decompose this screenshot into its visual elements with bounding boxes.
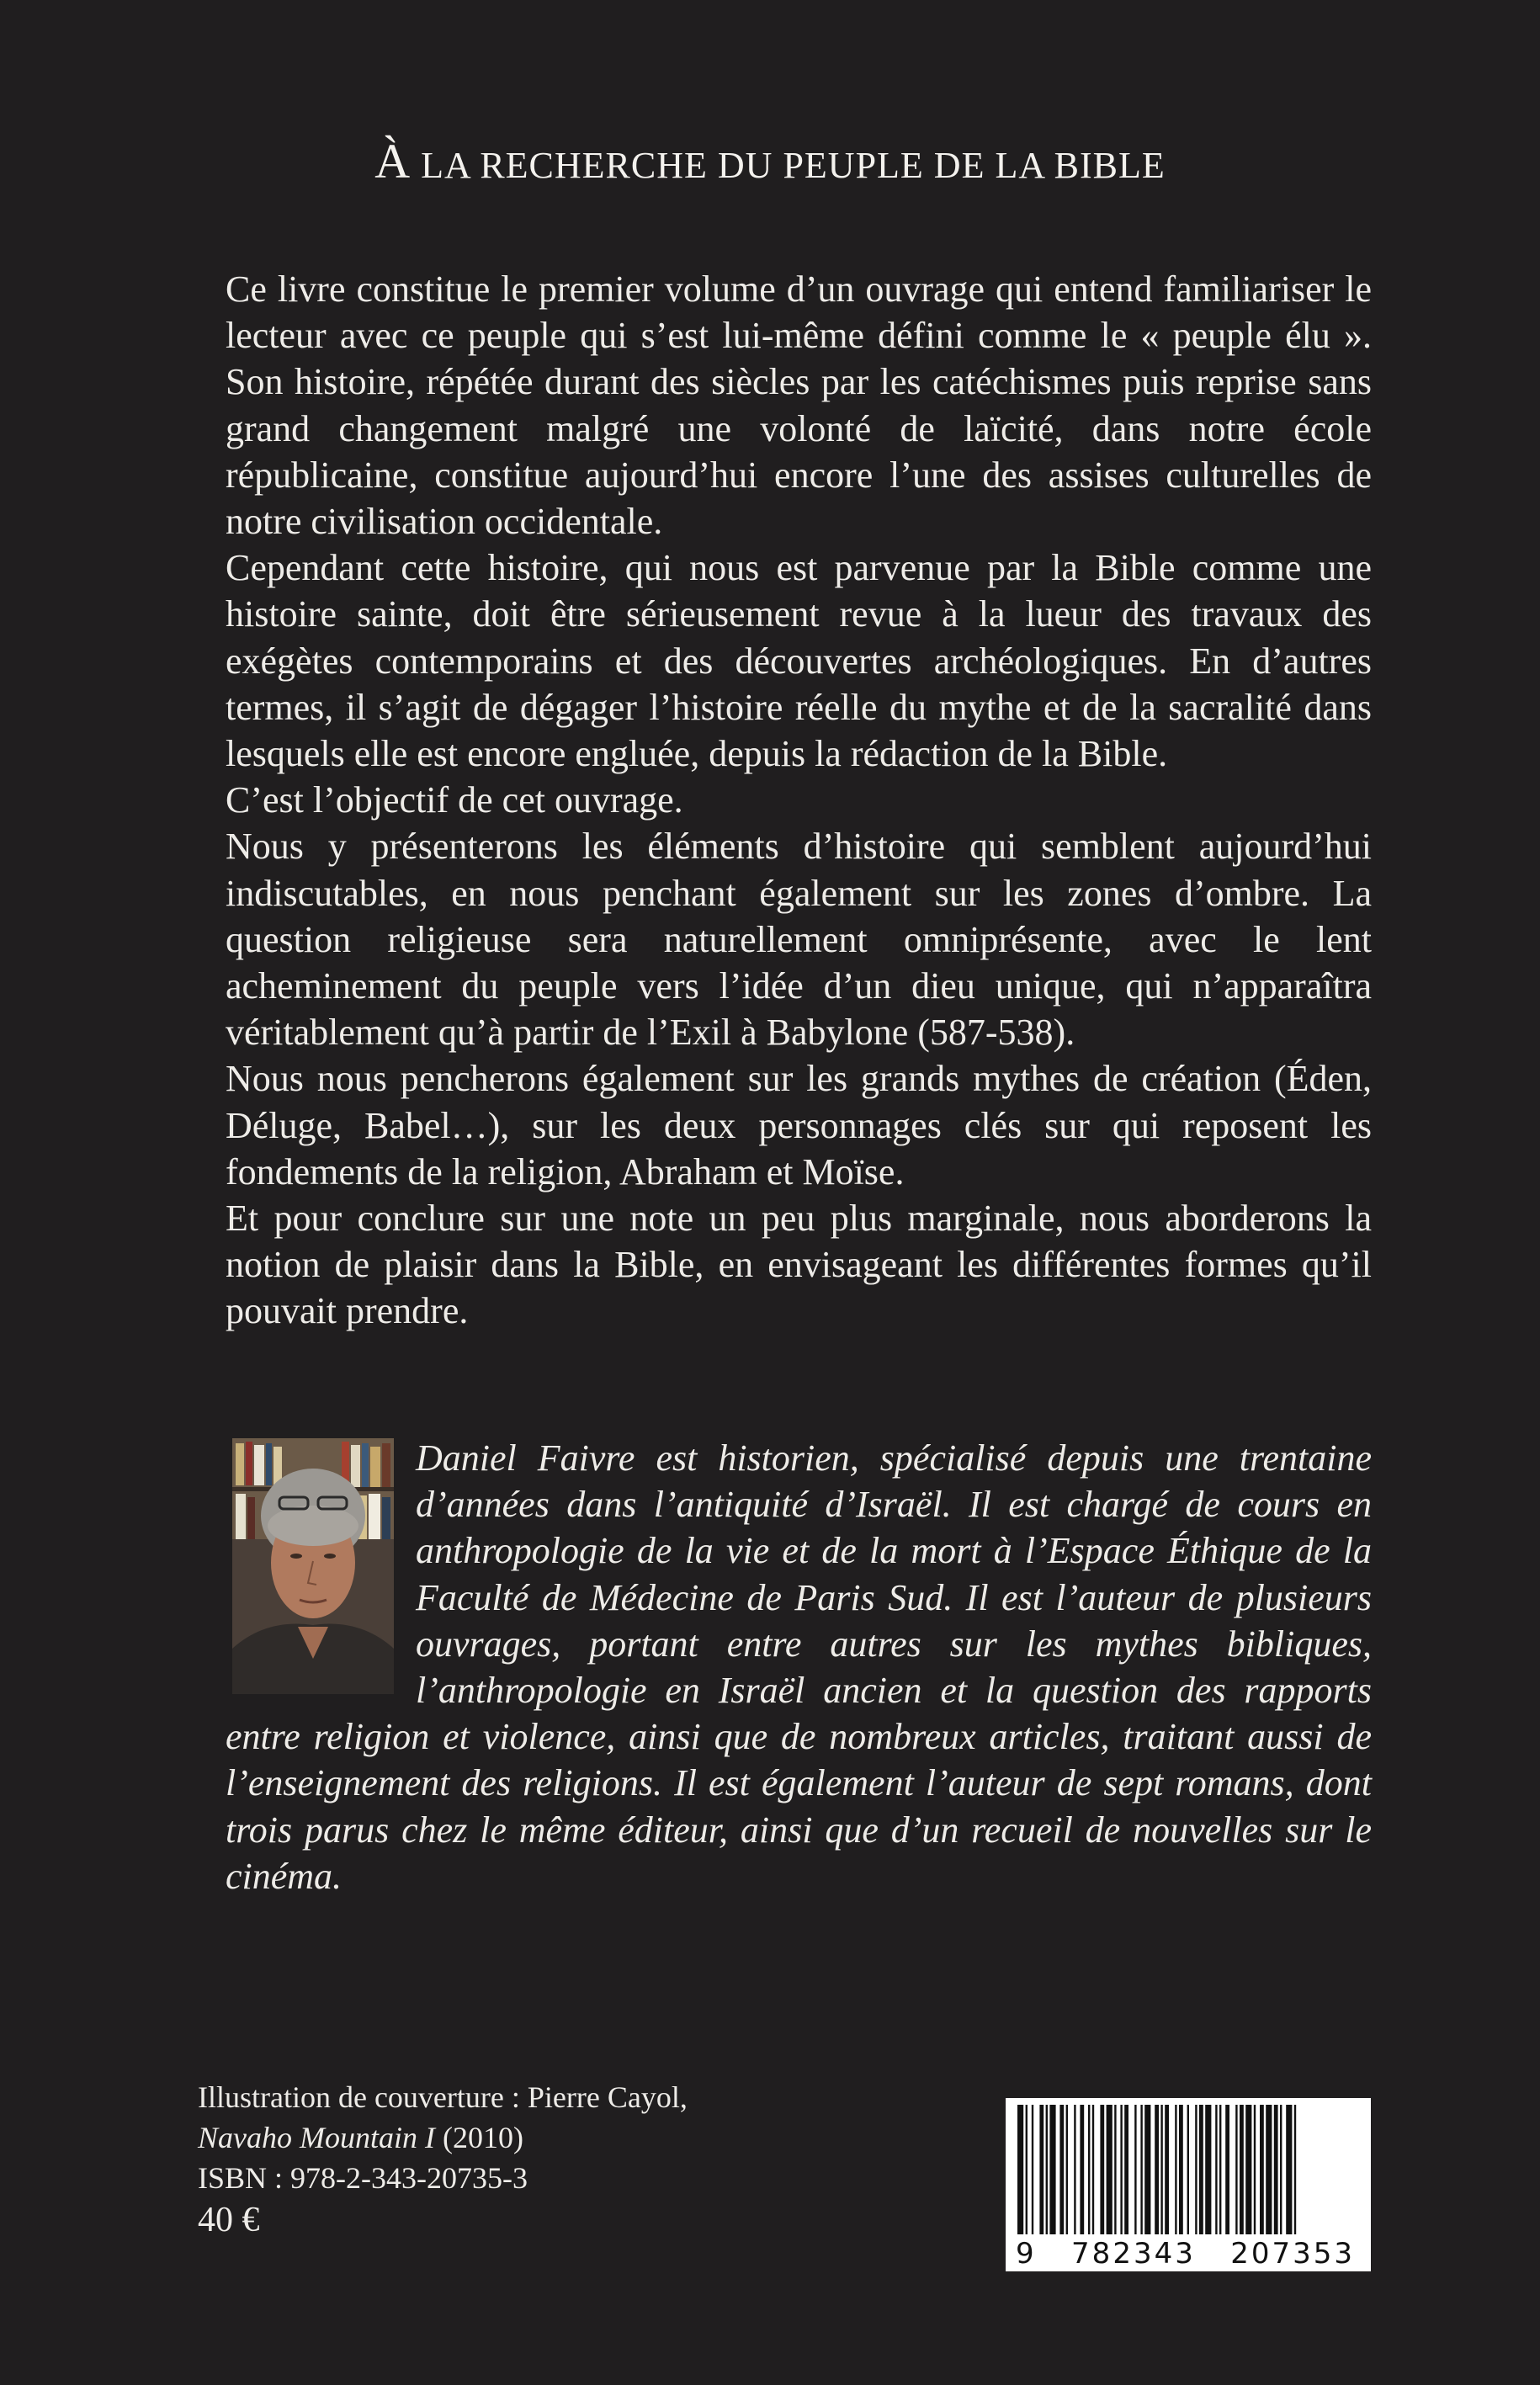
barcode-bar xyxy=(1199,2105,1203,2234)
artwork-year: (2010) xyxy=(442,2121,523,2154)
book-title xyxy=(0,133,1540,189)
barcode-bar xyxy=(1046,2105,1048,2234)
barcode-bar xyxy=(1240,2105,1244,2234)
barcode-bar xyxy=(1219,2105,1221,2234)
author-bio: Daniel Faivre est historien, spécialisé depuis une trentaine d’années dans l’antiquité d’Israël. Il est chargé de cours en anthropologie de la vie et de la mort à l’Espace Éthique de la Faculté de Médecine de Paris Sud. Il est l’auteur de plusieurs ouvrages, portant entre autres sur les mythes bibliques, l’anthropologie en Israël ancien et la question des rapports entre religion et violence, ainsi que de nombreux articles, traitant aussi de l’enseignement des religions. Il est également l’auteur de sept romans, dont trois parus chez le même éditeur, ainsi que d’un recueil de nouvelles sur le cinéma. xyxy=(226,1437,1372,1897)
barcode-bar xyxy=(1215,2105,1217,2234)
barcode-bar xyxy=(1134,2105,1136,2234)
barcode-bar xyxy=(1175,2105,1176,2234)
illustration-credit: Illustration de couverture : Pierre Cayol, xyxy=(198,2080,688,2114)
barcode-bar xyxy=(1107,2105,1113,2234)
barcode-bar xyxy=(1254,2105,1256,2234)
title-initial: À xyxy=(374,134,412,189)
author-portrait-graphic xyxy=(232,1438,394,1694)
barcode-bar xyxy=(1195,2105,1197,2234)
barcode-bar xyxy=(1088,2105,1090,2234)
summary-paragraph: Nous y présenterons les éléments d’histoire qui semblent aujourd’hui indiscutables, en nous penchant également sur les zones d’ombre. La question religieuse sera naturellement omniprésente, avec le lent acheminement du peuple vers l’idée d’un dieu unique, qui n’apparaîtra véritablement qu’à partir de l’Exil à Babylone (587-538). xyxy=(226,826,1372,1054)
author-section xyxy=(226,1435,1372,1899)
barcode-bar xyxy=(1032,2105,1033,2234)
price: 40 € xyxy=(198,2201,260,2239)
barcode-bar xyxy=(1160,2105,1162,2234)
barcode-bar xyxy=(1026,2105,1028,2234)
barcode-bar xyxy=(1092,2105,1094,2234)
barcode-bar xyxy=(1017,2105,1023,2234)
author-photo xyxy=(232,1438,394,1694)
barcode-digits: 9 782343 207353 xyxy=(1016,2236,1361,2271)
artwork-title: Navaho Mountain I xyxy=(198,2121,435,2154)
summary-paragraph: C’est l’objectif de cet ouvrage. xyxy=(226,779,683,821)
barcode-bar xyxy=(1187,2105,1189,2234)
barcode-bar xyxy=(1245,2105,1251,2234)
summary-paragraph: Nous nous pencherons également sur les grands mythes de création (Éden, Déluge, Babel…), sur les deux personnages clés sur qui reposent les fondements de la religion, Abraham et Moïse. xyxy=(226,1058,1372,1192)
barcode-bar xyxy=(1165,2105,1169,2234)
barcode-bar xyxy=(1124,2105,1128,2234)
barcode-bar xyxy=(1080,2105,1084,2234)
barcode-bar xyxy=(1280,2105,1282,2234)
summary-paragraph: Et pour conclure sur une note un peu plus marginale, nous aborderons la notion de plaisir dans la Bible, en envisageant les différentes formes qu’il pouvait prendre. xyxy=(226,1198,1372,1332)
barcode-bar xyxy=(1205,2105,1211,2234)
credits xyxy=(198,2077,688,2240)
barcode-bar xyxy=(1144,2105,1150,2234)
isbn: ISBN : 978-2-343-20735-3 xyxy=(198,2161,528,2195)
summary-paragraph: Cependant cette histoire, qui nous est parvenue par la Bible comme une histoire sainte, doit être sérieusement revue à la lueur des travaux des exégètes contemporains et des découvertes archéologiques. En d’autres termes, il s’agit de dégager l’histoire réelle du mythe et de la sacralité dans lesquels elle est encore engluée, depuis la rédaction de la Bible. xyxy=(226,547,1372,775)
summary-text xyxy=(226,266,1372,1335)
title-rest: LA RECHERCHE DU PEUPLE DE LA BIBLE xyxy=(421,145,1166,186)
barcode-bar xyxy=(1049,2105,1055,2234)
barcode-bar xyxy=(1266,2105,1272,2234)
barcode-bar xyxy=(1074,2105,1075,2234)
barcode-bar xyxy=(1235,2105,1237,2234)
barcode-bar xyxy=(1039,2105,1043,2234)
barcode-bar xyxy=(1225,2105,1229,2234)
summary-paragraph: Ce livre constitue le premier volume d’un ouvrage qui entend familiariser le lecteur avec ce peuple qui s’est lui-même défini comme le « peuple élu ». Son histoire, répétée durant des siècles par les catéchismes puis reprise sans grand changement malgré une volonté de laïcité, dans notre école républicaine, constitue aujourd’hui encore l’une des assises culturelles de notre civilisation occidentale. xyxy=(226,268,1372,543)
barcode-bar xyxy=(1066,2105,1068,2234)
barcode-bar xyxy=(1286,2105,1292,2234)
barcode-bar xyxy=(1179,2105,1183,2234)
artwork-line xyxy=(198,2117,688,2158)
barcode-bar xyxy=(1155,2105,1159,2234)
barcode-bar xyxy=(1120,2105,1122,2234)
barcode-bar xyxy=(1100,2105,1104,2234)
barcode-bar xyxy=(1274,2105,1278,2234)
barcode-bar xyxy=(1114,2105,1116,2234)
barcode-bar xyxy=(1140,2105,1142,2234)
barcode-bar xyxy=(1260,2105,1264,2234)
barcode-bar xyxy=(1294,2105,1296,2234)
barcode xyxy=(1006,2098,1371,2271)
barcode-bar xyxy=(1059,2105,1064,2234)
